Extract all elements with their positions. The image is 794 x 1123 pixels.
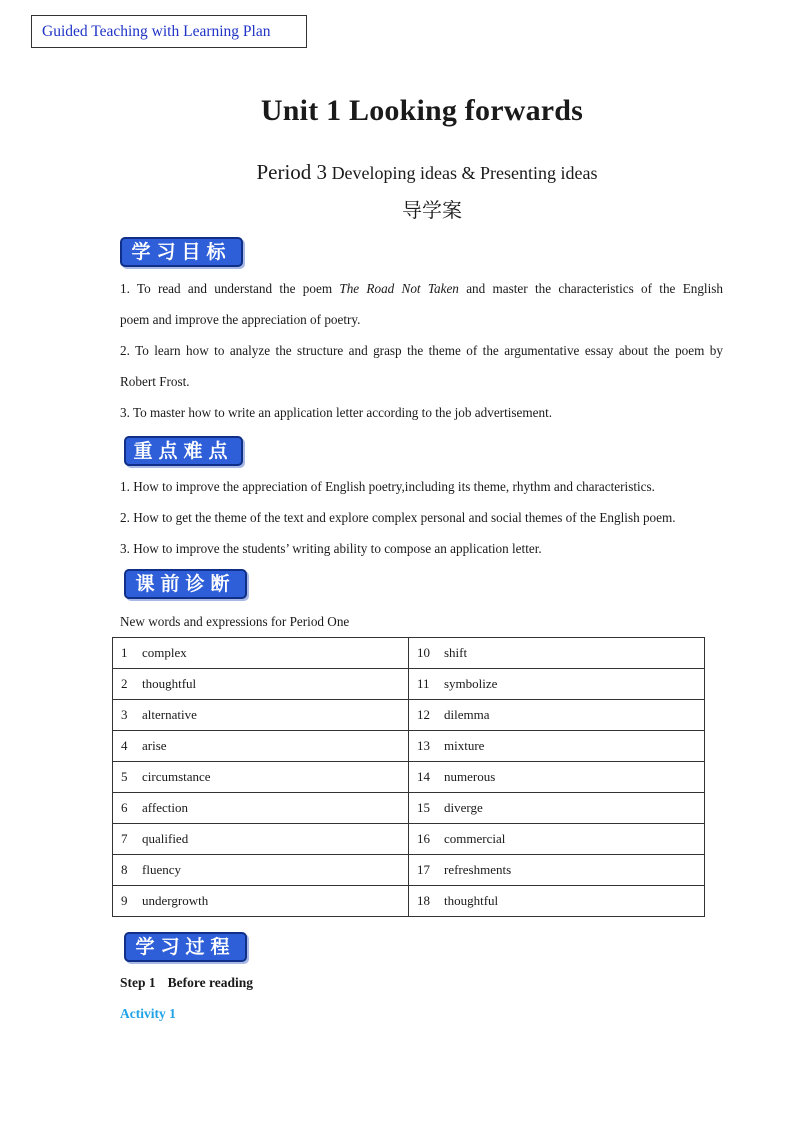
vocab-number: 6 [121,800,128,815]
table-row [113,731,705,762]
vocab-cell [409,762,705,793]
vocab-word: numerous [444,769,496,784]
key-points-badge: 重点难点 [124,436,243,466]
vocab-cell [409,731,705,762]
vocab-word: complex [142,645,187,660]
vocab-word: symbolize [444,676,498,691]
vocab-number: 16 [417,831,430,846]
vocab-caption: New words and expressions for Period One [120,614,350,629]
table-row [113,762,705,793]
vocab-cell [113,793,409,824]
vocab-number: 5 [121,769,128,784]
vocab-number: 4 [121,738,128,753]
process-badge: 学习过程 [124,932,247,962]
objective-2-line-1: 2. To learn how to analyze the structure and grasp the theme of the argumentative essay about the poem by [120,343,723,358]
vocab-word: qualified [142,831,189,846]
vocab-cell [113,700,409,731]
vocab-cell [113,762,409,793]
vocab-word: refreshments [444,862,512,877]
objective-1-line-2: poem and improve the appreciation of poetry. [120,312,361,327]
vocab-word: circumstance [142,769,211,784]
vocab-cell [113,638,409,669]
vocab-cell [113,731,409,762]
period-number: Period 3 [256,160,328,184]
vocab-cell [113,886,409,917]
vocab-number: 12 [417,707,430,722]
vocab-cell [409,824,705,855]
vocabulary-table [112,637,705,917]
table-row [113,700,705,731]
vocab-cell [409,793,705,824]
vocab-number: 9 [121,893,128,908]
objective-3: 3. To master how to write an application letter according to the job advertisement. [120,405,553,420]
learning-plan-label: 导学案 [402,198,462,222]
objective-1-line-1: 1. To read and understand the poem The Road Not Taken and master the characteristics of the English [120,281,723,296]
vocab-number: 17 [417,862,430,877]
vocab-word: arise [142,738,167,753]
activity-1-heading: Activity 1 [120,1006,176,1021]
vocab-number: 1 [121,645,128,660]
vocab-number: 8 [121,862,128,877]
vocab-number: 14 [417,769,430,784]
vocab-word: thoughtful [142,676,197,691]
vocab-cell [409,638,705,669]
table-row [113,824,705,855]
table-row [113,886,705,917]
vocab-word: mixture [444,738,485,753]
vocab-cell [409,855,705,886]
table-row [113,638,705,669]
vocab-word: shift [444,645,468,660]
table-row [113,793,705,824]
poem-title: The Road Not Taken [339,281,459,296]
period-subtitle [0,160,794,185]
period-topic: Developing ideas & Presenting ideas [331,163,598,183]
vocab-word: commercial [444,831,506,846]
key-point-2: 2. How to get the theme of the text and explore complex personal and social themes of the English poem. [120,510,676,525]
vocab-number: 13 [417,738,430,753]
preview-badge: 课前诊断 [124,569,247,599]
table-row [113,855,705,886]
vocab-number: 15 [417,800,430,815]
table-row [113,669,705,700]
objectives-badge: 学习目标 [120,237,243,267]
vocab-word: affection [142,800,188,815]
page-title: Unit 1 Looking forwards [260,94,584,127]
vocab-number: 11 [417,676,430,691]
vocab-number: 2 [121,676,128,691]
vocab-word: thoughtful [444,893,499,908]
vocab-cell [113,855,409,886]
vocab-word: diverge [444,800,483,815]
vocab-number: 7 [121,831,128,846]
vocab-word: alternative [142,707,197,722]
vocab-word: fluency [142,862,181,877]
key-point-1: 1. How to improve the appreciation of English poetry,including its theme, rhythm and characteristics. [120,479,655,494]
vocab-number: 3 [121,707,128,722]
vocab-cell [409,669,705,700]
vocab-cell [113,824,409,855]
key-point-3: 3. How to improve the students’ writing ability to compose an application letter. [120,541,542,556]
vocab-number: 10 [417,645,430,660]
objective-2-line-2: Robert Frost. [120,374,190,389]
step-1-heading: Step 1 Before reading [120,975,254,990]
vocab-cell [409,886,705,917]
guided-teaching-tag: Guided Teaching with Learning Plan [31,15,307,48]
vocab-word: dilemma [444,707,490,722]
vocab-cell [113,669,409,700]
vocab-word: undergrowth [142,893,209,908]
vocab-number: 18 [417,893,430,908]
vocab-cell [409,700,705,731]
